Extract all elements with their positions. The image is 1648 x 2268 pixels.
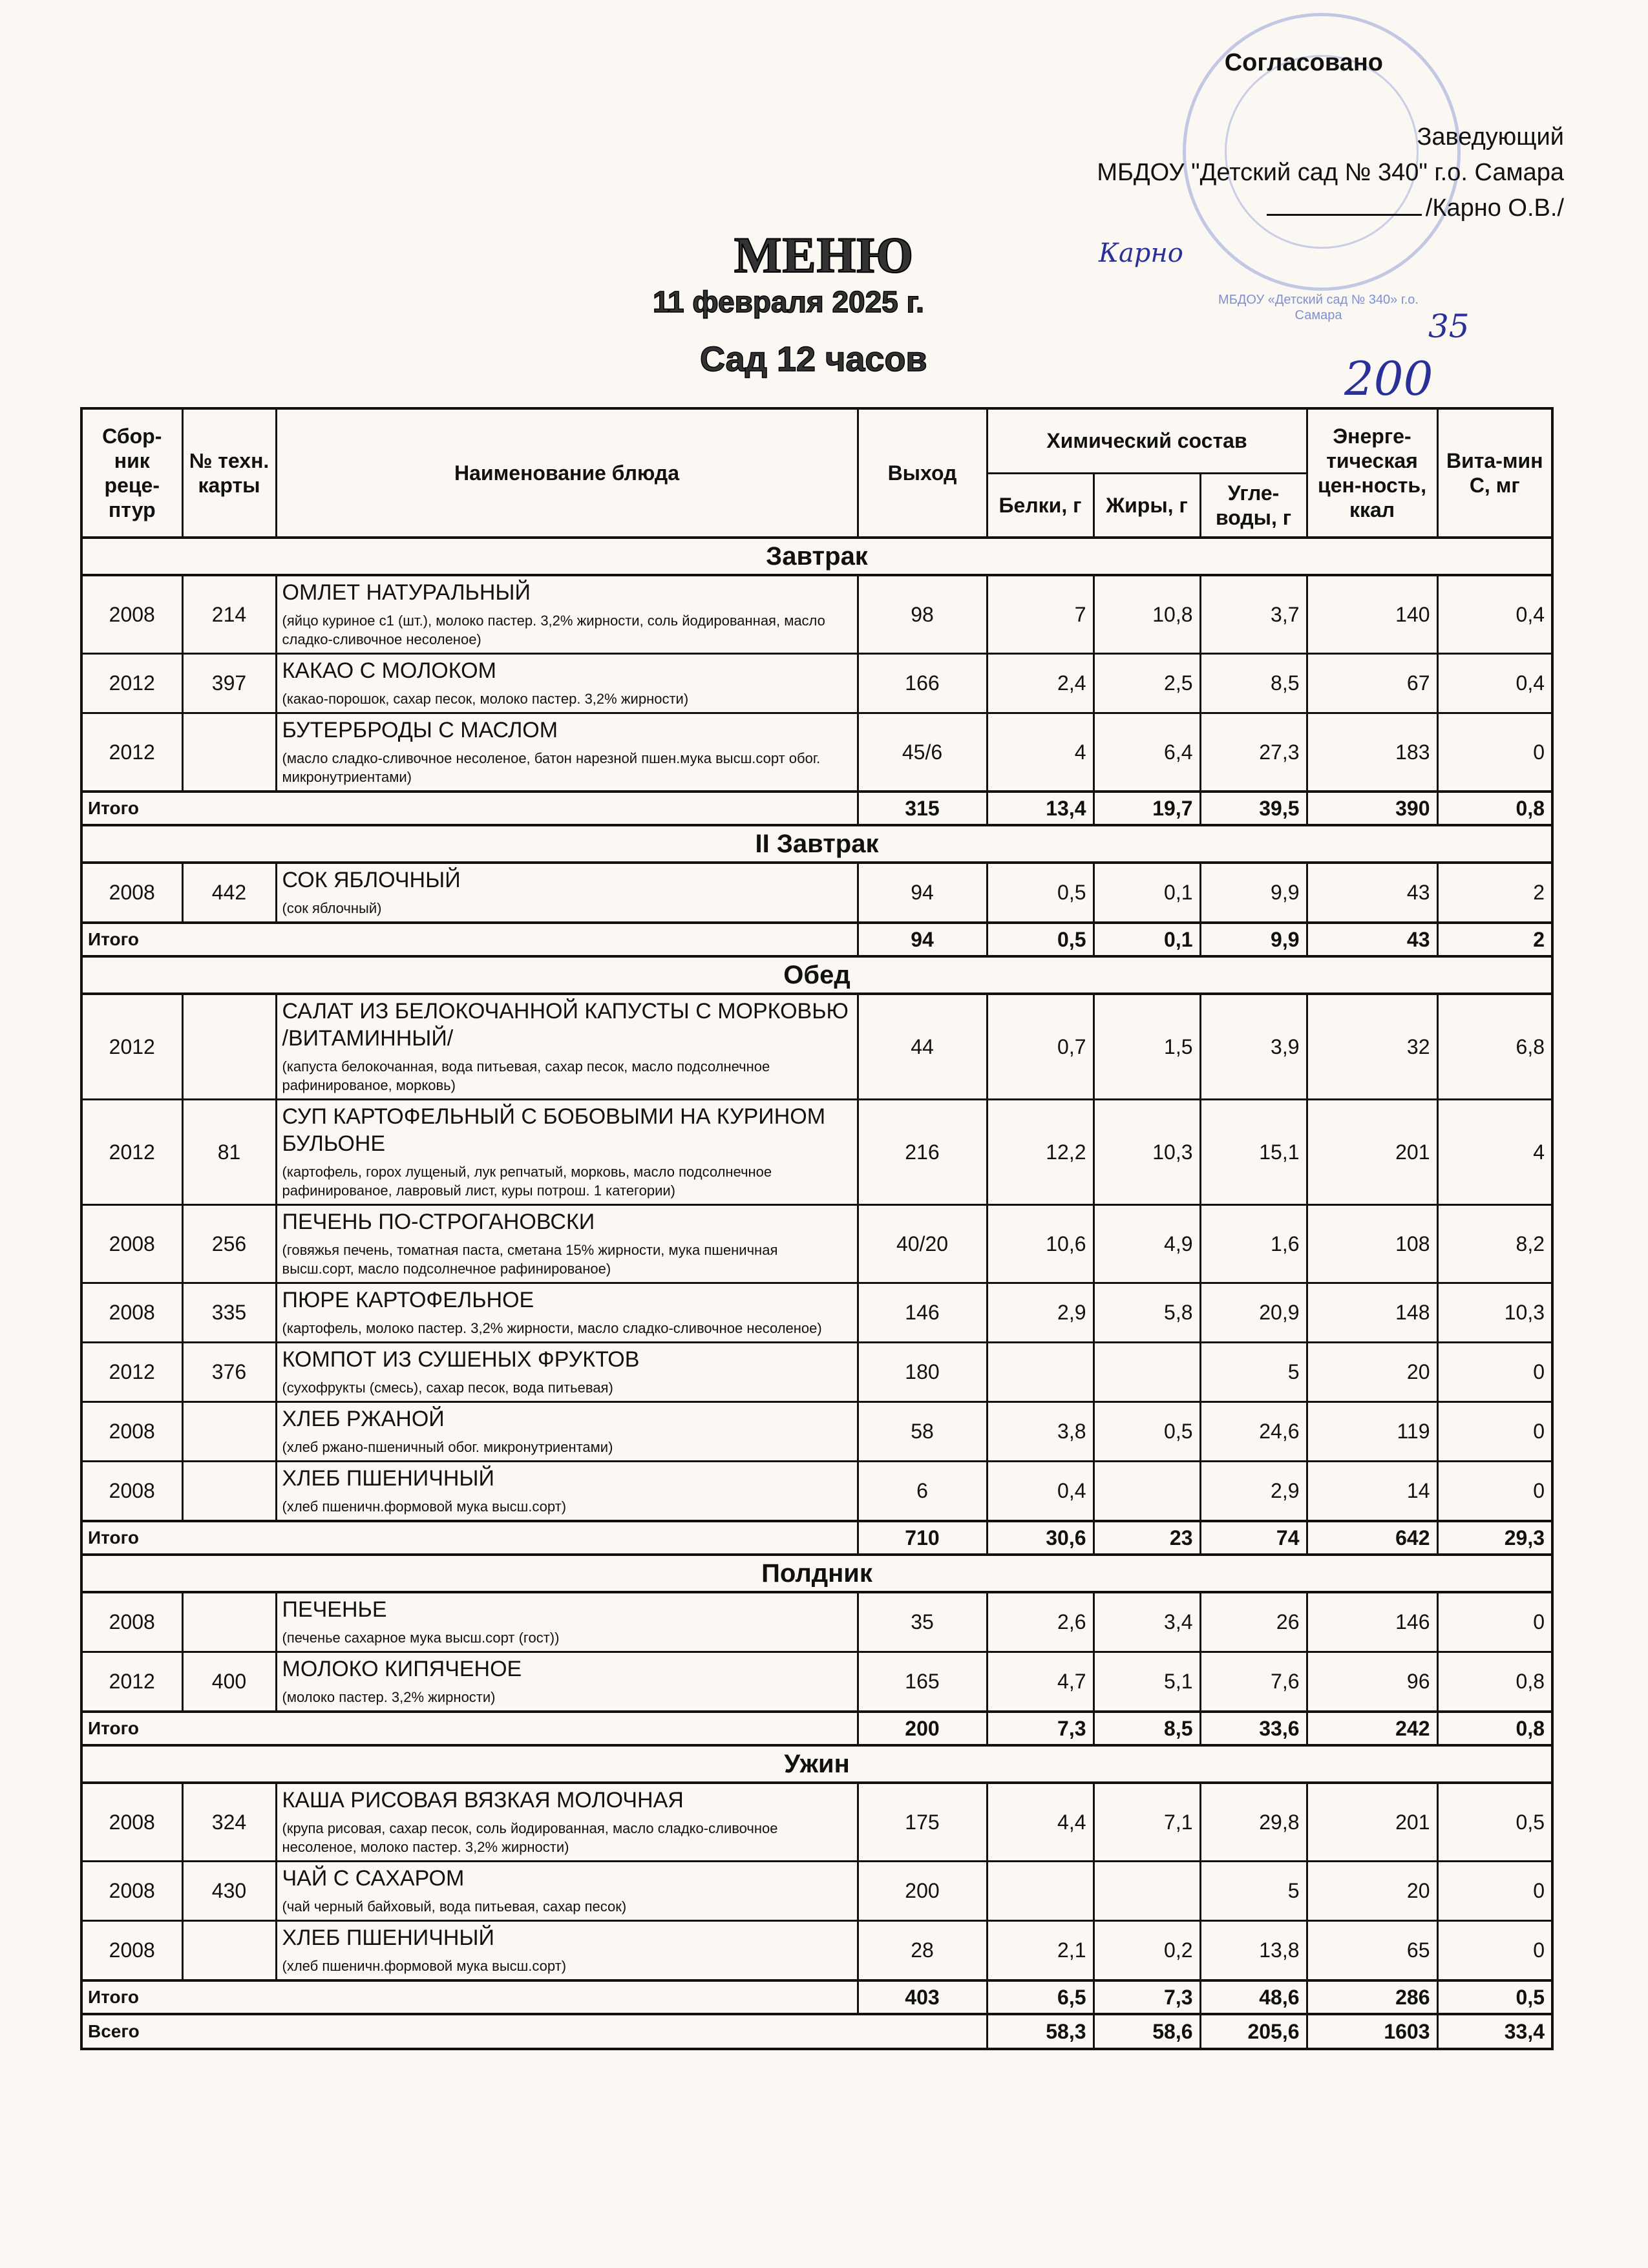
dish-row	[81, 1462, 1552, 1522]
subtotal-fat: 23	[1093, 1521, 1200, 1555]
dish-yield: 216	[858, 1100, 987, 1205]
dish-cell	[276, 1592, 858, 1652]
subtotal-energy: 286	[1307, 1980, 1437, 2014]
dish-cell	[276, 1462, 858, 1522]
grand-total-protein: 58,3	[987, 2014, 1093, 2049]
grand-total-label: Всего	[81, 2014, 987, 2049]
dish-yield: 6	[858, 1462, 987, 1522]
subtotal-vitc: 0,8	[1437, 1712, 1552, 1745]
dish-protein: 2,9	[987, 1283, 1093, 1343]
dish-cell	[276, 1402, 858, 1462]
dish-carbs: 1,6	[1200, 1205, 1307, 1283]
dish-tech-card: 442	[182, 863, 276, 923]
subtotal-vitc: 0,5	[1437, 1980, 1552, 2014]
subtotal-row	[81, 923, 1552, 956]
dish-tech-card	[182, 1592, 276, 1652]
dish-energy: 20	[1307, 1343, 1437, 1402]
dish-collection: 2012	[81, 1100, 182, 1205]
dish-name: БУТЕРБРОДЫ С МАСЛОМ	[282, 718, 558, 742]
dish-protein	[987, 1343, 1093, 1402]
subtotal-row	[81, 1521, 1552, 1555]
dish-carbs: 24,6	[1200, 1402, 1307, 1462]
menu-date: 11 февраля 2025 г.	[653, 285, 924, 319]
dish-collection: 2008	[81, 1402, 182, 1462]
dish-yield: 35	[858, 1592, 987, 1652]
subtotal-row	[81, 1980, 1552, 2014]
dish-tech-card	[182, 713, 276, 792]
dish-vitc: 0	[1437, 1343, 1552, 1402]
subtotal-energy: 242	[1307, 1712, 1437, 1745]
dish-cell	[276, 1343, 858, 1402]
dish-tech-card: 335	[182, 1283, 276, 1343]
approval-signer: /Карно О.В./	[1425, 194, 1564, 222]
dish-row	[81, 1100, 1552, 1205]
dish-protein: 12,2	[987, 1100, 1093, 1205]
dish-ingredients: (хлеб пшеничн.формовой мука высш.сорт)	[282, 1958, 567, 1974]
dish-yield: 180	[858, 1343, 987, 1402]
subtotal-row	[81, 1712, 1552, 1745]
subtotal-energy: 642	[1307, 1521, 1437, 1555]
dish-row	[81, 1862, 1552, 1921]
dish-carbs: 9,9	[1200, 863, 1307, 923]
page-title: МЕНЮ	[734, 227, 914, 283]
dish-vitc: 0	[1437, 1592, 1552, 1652]
dish-fat: 10,3	[1093, 1100, 1200, 1205]
dish-row	[81, 575, 1552, 654]
section-row	[81, 1555, 1552, 1592]
signature-line	[1267, 214, 1422, 216]
dish-ingredients: (какао-порошок, сахар песок, молоко пастер. 3,2% жирности)	[282, 691, 689, 707]
dish-vitc: 0	[1437, 1462, 1552, 1522]
subtotal-label: Итого	[81, 923, 858, 956]
dish-fat	[1093, 1343, 1200, 1402]
dish-fat: 1,5	[1093, 994, 1200, 1100]
dish-ingredients: (яйцо куриное с1 (шт.), молоко пастер. 3,2% жирности, соль йодированная, масло сладко-сливочное несоленое)	[282, 613, 825, 647]
dish-cell	[276, 1921, 858, 1981]
dish-protein: 3,8	[987, 1402, 1093, 1462]
dish-protein: 4,4	[987, 1783, 1093, 1862]
dish-ingredients: (печенье сахарное мука высш.сорт (гост))	[282, 1630, 560, 1646]
dish-collection: 2012	[81, 1652, 182, 1712]
dish-yield: 45/6	[858, 713, 987, 792]
dish-ingredients: (хлеб пшеничн.формовой мука высш.сорт)	[282, 1498, 567, 1515]
dish-ingredients: (хлеб ржано-пшеничный обог. микронутриентами)	[282, 1439, 613, 1455]
dish-row	[81, 1921, 1552, 1981]
dish-row	[81, 1283, 1552, 1343]
approval-block	[982, 45, 1564, 226]
dish-collection: 2008	[81, 1783, 182, 1862]
dish-ingredients: (масло сладко-сливочное несоленое, батон нарезной пшен.мука высш.сорт обог. микронутриентами)	[282, 750, 821, 785]
dish-energy: 96	[1307, 1652, 1437, 1712]
dish-ingredients: (картофель, горох лущеный, лук репчатый, морковь, масло подсолнечное рафинированое, лавровый лист, куры потрош. 1 категории)	[282, 1164, 772, 1199]
dish-fat: 0,5	[1093, 1402, 1200, 1462]
col-header-dish: Наименование блюда	[276, 408, 858, 538]
dish-energy: 108	[1307, 1205, 1437, 1283]
dish-cell	[276, 713, 858, 792]
dish-cell	[276, 994, 858, 1100]
dish-tech-card	[182, 1921, 276, 1981]
dish-name: ПЮРЕ КАРТОФЕЛЬНОЕ	[282, 1288, 534, 1312]
dish-energy: 14	[1307, 1462, 1437, 1522]
dish-tech-card	[182, 1462, 276, 1522]
subtotal-fat: 19,7	[1093, 792, 1200, 825]
dish-protein: 7	[987, 575, 1093, 654]
dish-protein: 2,1	[987, 1921, 1093, 1981]
dish-ingredients: (молоко пастер. 3,2% жирности)	[282, 1689, 496, 1705]
dish-carbs: 15,1	[1200, 1100, 1307, 1205]
dish-carbs: 26	[1200, 1592, 1307, 1652]
dish-protein: 4	[987, 713, 1093, 792]
handwritten-signature: Карно	[1099, 238, 1183, 268]
dish-collection: 2008	[81, 1283, 182, 1343]
dish-collection: 2012	[81, 713, 182, 792]
stamp-text: МБДОУ «Детский сад № 340» г.о. Самара	[1218, 293, 1419, 322]
dish-tech-card: 324	[182, 1783, 276, 1862]
dish-carbs: 2,9	[1200, 1462, 1307, 1522]
section-title: Ужин	[81, 1745, 1552, 1783]
subtotal-energy: 43	[1307, 923, 1437, 956]
subtotal-carbs: 39,5	[1200, 792, 1307, 825]
dish-carbs: 5	[1200, 1343, 1307, 1402]
dish-tech-card: 256	[182, 1205, 276, 1283]
col-header-chem: Химический состав	[987, 408, 1307, 473]
section-title: Завтрак	[81, 538, 1552, 575]
dish-energy: 140	[1307, 575, 1437, 654]
menu-table	[80, 407, 1554, 2050]
dish-vitc: 10,3	[1437, 1283, 1552, 1343]
dish-vitc: 0	[1437, 1402, 1552, 1462]
dish-yield: 146	[858, 1283, 987, 1343]
dish-collection: 2008	[81, 575, 182, 654]
dish-carbs: 29,8	[1200, 1783, 1307, 1862]
dish-energy: 146	[1307, 1592, 1437, 1652]
dish-cell	[276, 654, 858, 713]
subtotal-fat: 8,5	[1093, 1712, 1200, 1745]
dish-ingredients: (капуста белокочанная, вода питьевая, сахар песок, масло подсолнечное рафинированое, морковь)	[282, 1058, 770, 1093]
dish-collection: 2008	[81, 1862, 182, 1921]
dish-ingredients: (картофель, молоко пастер. 3,2% жирности, масло сладко-сливочное несоленое)	[282, 1320, 822, 1336]
dish-fat: 5,1	[1093, 1652, 1200, 1712]
subtotal-energy: 390	[1307, 792, 1437, 825]
dish-collection: 2012	[81, 1343, 182, 1402]
col-header-vitc: Вита-мин С, мг	[1437, 408, 1552, 538]
dish-carbs: 13,8	[1200, 1921, 1307, 1981]
dish-energy: 201	[1307, 1783, 1437, 1862]
dish-ingredients: (чай черный байховый, вода питьевая, сахар песок)	[282, 1898, 627, 1915]
col-header-carbs: Угле-воды, г	[1200, 473, 1307, 538]
dish-yield: 28	[858, 1921, 987, 1981]
subtotal-protein: 30,6	[987, 1521, 1093, 1555]
subtotal-protein: 13,4	[987, 792, 1093, 825]
dish-name: ПЕЧЕНЬ ПО-СТРОГАНОВСКИ	[282, 1210, 595, 1234]
section-row	[81, 1745, 1552, 1783]
dish-ingredients: (говяжья печень, томатная паста, сметана 15% жирности, мука пшеничная высш.сорт, масло подсолнечное рафинированое)	[282, 1242, 778, 1277]
dish-fat	[1093, 1862, 1200, 1921]
dish-name: ПЕЧЕНЬЕ	[282, 1597, 387, 1622]
dish-protein: 0,7	[987, 994, 1093, 1100]
approval-agreed-label: Согласовано	[1224, 49, 1383, 76]
dish-tech-card: 214	[182, 575, 276, 654]
dish-ingredients: (сухофрукты (смесь), сахар песок, вода питьевая)	[282, 1380, 613, 1396]
subtotal-yield: 200	[858, 1712, 987, 1745]
dish-energy: 119	[1307, 1402, 1437, 1462]
subtotal-fat: 0,1	[1093, 923, 1200, 956]
dish-yield: 58	[858, 1402, 987, 1462]
section-row	[81, 956, 1552, 994]
dish-vitc: 0,4	[1437, 654, 1552, 713]
dish-cell	[276, 1100, 858, 1205]
dish-row	[81, 1783, 1552, 1862]
dish-carbs: 27,3	[1200, 713, 1307, 792]
handwritten-note-sup: 35	[1428, 308, 1470, 345]
dish-collection: 2008	[81, 1921, 182, 1981]
dish-protein: 4,7	[987, 1652, 1093, 1712]
dish-cell	[276, 863, 858, 923]
dish-vitc: 0,8	[1437, 1652, 1552, 1712]
approval-organization: МБДОУ "Детский сад № 340" г.о. Самара	[1097, 159, 1564, 186]
dish-protein: 2,4	[987, 654, 1093, 713]
menu-group: Сад 12 часов	[700, 340, 927, 379]
dish-fat	[1093, 1462, 1200, 1522]
dish-collection: 2012	[81, 994, 182, 1100]
dish-yield: 165	[858, 1652, 987, 1712]
dish-vitc: 0,5	[1437, 1783, 1552, 1862]
dish-name: САЛАТ ИЗ БЕЛОКОЧАННОЙ КАПУСТЫ С МОРКОВЬЮ /ВИТАМИННЫЙ/	[282, 999, 849, 1051]
dish-tech-card: 400	[182, 1652, 276, 1712]
dish-name: КАКАО С МОЛОКОМ	[282, 658, 496, 683]
col-header-tech-card: № техн. карты	[182, 408, 276, 538]
subtotal-carbs: 9,9	[1200, 923, 1307, 956]
subtotal-row	[81, 792, 1552, 825]
dish-row	[81, 1343, 1552, 1402]
subtotal-yield: 710	[858, 1521, 987, 1555]
dish-name: ЧАЙ С САХАРОМ	[282, 1866, 465, 1891]
handwritten-note	[1344, 284, 1486, 426]
subtotal-label: Итого	[81, 1980, 858, 2014]
dish-row	[81, 713, 1552, 792]
col-header-collection: Сбор-ник реце-птур	[81, 408, 182, 538]
subtotal-yield: 403	[858, 1980, 987, 2014]
dish-fat: 5,8	[1093, 1283, 1200, 1343]
dish-row	[81, 1592, 1552, 1652]
col-header-energy: Энерге-тическая цен-ность, ккал	[1307, 408, 1437, 538]
dish-yield: 200	[858, 1862, 987, 1921]
grand-total-vitc: 33,4	[1437, 2014, 1552, 2049]
dish-ingredients: (сок яблочный)	[282, 900, 382, 916]
dish-protein	[987, 1862, 1093, 1921]
dish-cell	[276, 575, 858, 654]
dish-protein: 0,4	[987, 1462, 1093, 1522]
dish-cell	[276, 1283, 858, 1343]
dish-vitc: 0	[1437, 1921, 1552, 1981]
section-title: Обед	[81, 956, 1552, 994]
dish-yield: 94	[858, 863, 987, 923]
subtotal-yield: 94	[858, 923, 987, 956]
subtotal-fat: 7,3	[1093, 1980, 1200, 2014]
subtotal-carbs: 48,6	[1200, 1980, 1307, 2014]
subtotal-label: Итого	[81, 1521, 858, 1555]
dish-vitc: 4	[1437, 1100, 1552, 1205]
dish-collection: 2008	[81, 1462, 182, 1522]
dish-carbs: 3,9	[1200, 994, 1307, 1100]
dish-name: СУП КАРТОФЕЛЬНЫЙ С БОБОВЫМИ НА КУРИНОМ БУЛЬОНЕ	[282, 1104, 826, 1156]
dish-row	[81, 1402, 1552, 1462]
dish-vitc: 8,2	[1437, 1205, 1552, 1283]
dish-energy: 43	[1307, 863, 1437, 923]
dish-carbs: 7,6	[1200, 1652, 1307, 1712]
dish-carbs: 8,5	[1200, 654, 1307, 713]
dish-name: МОЛОКО КИПЯЧЕНОЕ	[282, 1657, 522, 1681]
dish-vitc: 0	[1437, 713, 1552, 792]
dish-cell	[276, 1652, 858, 1712]
dish-carbs: 5	[1200, 1862, 1307, 1921]
dish-tech-card	[182, 1402, 276, 1462]
dish-tech-card: 376	[182, 1343, 276, 1402]
approval-role: Заведующий	[1417, 123, 1564, 151]
dish-carbs: 3,7	[1200, 575, 1307, 654]
dish-fat: 3,4	[1093, 1592, 1200, 1652]
dish-energy: 201	[1307, 1100, 1437, 1205]
dish-name: КАША РИСОВАЯ ВЯЗКАЯ МОЛОЧНАЯ	[282, 1788, 684, 1812]
subtotal-protein: 0,5	[987, 923, 1093, 956]
dish-name: КОМПОТ ИЗ СУШЕНЫХ ФРУКТОВ	[282, 1347, 640, 1372]
dish-cell	[276, 1205, 858, 1283]
col-header-fat: Жиры, г	[1093, 473, 1200, 538]
dish-fat: 7,1	[1093, 1783, 1200, 1862]
dish-carbs: 20,9	[1200, 1283, 1307, 1343]
handwritten-note-main: 200	[1344, 352, 1433, 406]
dish-tech-card: 81	[182, 1100, 276, 1205]
subtotal-yield: 315	[858, 792, 987, 825]
dish-collection: 2008	[81, 863, 182, 923]
subtotal-vitc: 29,3	[1437, 1521, 1552, 1555]
dish-row	[81, 994, 1552, 1100]
dish-vitc: 6,8	[1437, 994, 1552, 1100]
dish-ingredients: (крупа рисовая, сахар песок, соль йодированная, масло сладко-сливочное несоленое, молоко пастер. 3,2% жирности)	[282, 1820, 778, 1855]
dish-energy: 67	[1307, 654, 1437, 713]
section-title: Полдник	[81, 1555, 1552, 1592]
dish-name: СОК ЯБЛОЧНЫЙ	[282, 868, 461, 892]
subtotal-vitc: 2	[1437, 923, 1552, 956]
dish-fat: 0,2	[1093, 1921, 1200, 1981]
dish-fat: 2,5	[1093, 654, 1200, 713]
subtotal-protein: 7,3	[987, 1712, 1093, 1745]
section-title: II Завтрак	[81, 825, 1552, 863]
dish-fat: 4,9	[1093, 1205, 1200, 1283]
subtotal-carbs: 33,6	[1200, 1712, 1307, 1745]
dish-yield: 40/20	[858, 1205, 987, 1283]
dish-row	[81, 1652, 1552, 1712]
col-header-protein: Белки, г	[987, 473, 1093, 538]
dish-yield: 166	[858, 654, 987, 713]
dish-fat: 0,1	[1093, 863, 1200, 923]
dish-vitc: 2	[1437, 863, 1552, 923]
dish-energy: 65	[1307, 1921, 1437, 1981]
dish-name: ХЛЕБ ПШЕНИЧНЫЙ	[282, 1466, 494, 1491]
dish-yield: 98	[858, 575, 987, 654]
dish-yield: 175	[858, 1783, 987, 1862]
dish-row	[81, 863, 1552, 923]
section-row	[81, 825, 1552, 863]
dish-tech-card: 397	[182, 654, 276, 713]
dish-name: ОМЛЕТ НАТУРАЛЬНЫЙ	[282, 580, 531, 605]
dish-energy: 20	[1307, 1862, 1437, 1921]
dish-row	[81, 654, 1552, 713]
dish-cell	[276, 1783, 858, 1862]
grand-total-row	[81, 2014, 1552, 2049]
grand-total-carbs: 205,6	[1200, 2014, 1307, 2049]
dish-protein: 10,6	[987, 1205, 1093, 1283]
grand-total-energy: 1603	[1307, 2014, 1437, 2049]
dish-energy: 32	[1307, 994, 1437, 1100]
dish-protein: 2,6	[987, 1592, 1093, 1652]
subtotal-carbs: 74	[1200, 1521, 1307, 1555]
dish-yield: 44	[858, 994, 987, 1100]
subtotal-vitc: 0,8	[1437, 792, 1552, 825]
dish-vitc: 0	[1437, 1862, 1552, 1921]
dish-collection: 2012	[81, 654, 182, 713]
dish-fat: 6,4	[1093, 713, 1200, 792]
dish-row	[81, 1205, 1552, 1283]
dish-vitc: 0,4	[1437, 575, 1552, 654]
dish-energy: 183	[1307, 713, 1437, 792]
dish-name: ХЛЕБ РЖАНОЙ	[282, 1407, 445, 1431]
subtotal-protein: 6,5	[987, 1980, 1093, 2014]
section-row	[81, 538, 1552, 575]
subtotal-label: Итого	[81, 792, 858, 825]
approval-signer-line	[982, 191, 1564, 226]
dish-tech-card: 430	[182, 1862, 276, 1921]
dish-energy: 148	[1307, 1283, 1437, 1343]
col-header-yield: Выход	[858, 408, 987, 538]
dish-collection: 2008	[81, 1205, 182, 1283]
dish-cell	[276, 1862, 858, 1921]
dish-name: ХЛЕБ ПШЕНИЧНЫЙ	[282, 1926, 494, 1950]
grand-total-fat: 58,6	[1093, 2014, 1200, 2049]
dish-collection: 2008	[81, 1592, 182, 1652]
dish-protein: 0,5	[987, 863, 1093, 923]
dish-tech-card	[182, 994, 276, 1100]
dish-fat: 10,8	[1093, 575, 1200, 654]
subtotal-label: Итого	[81, 1712, 858, 1745]
